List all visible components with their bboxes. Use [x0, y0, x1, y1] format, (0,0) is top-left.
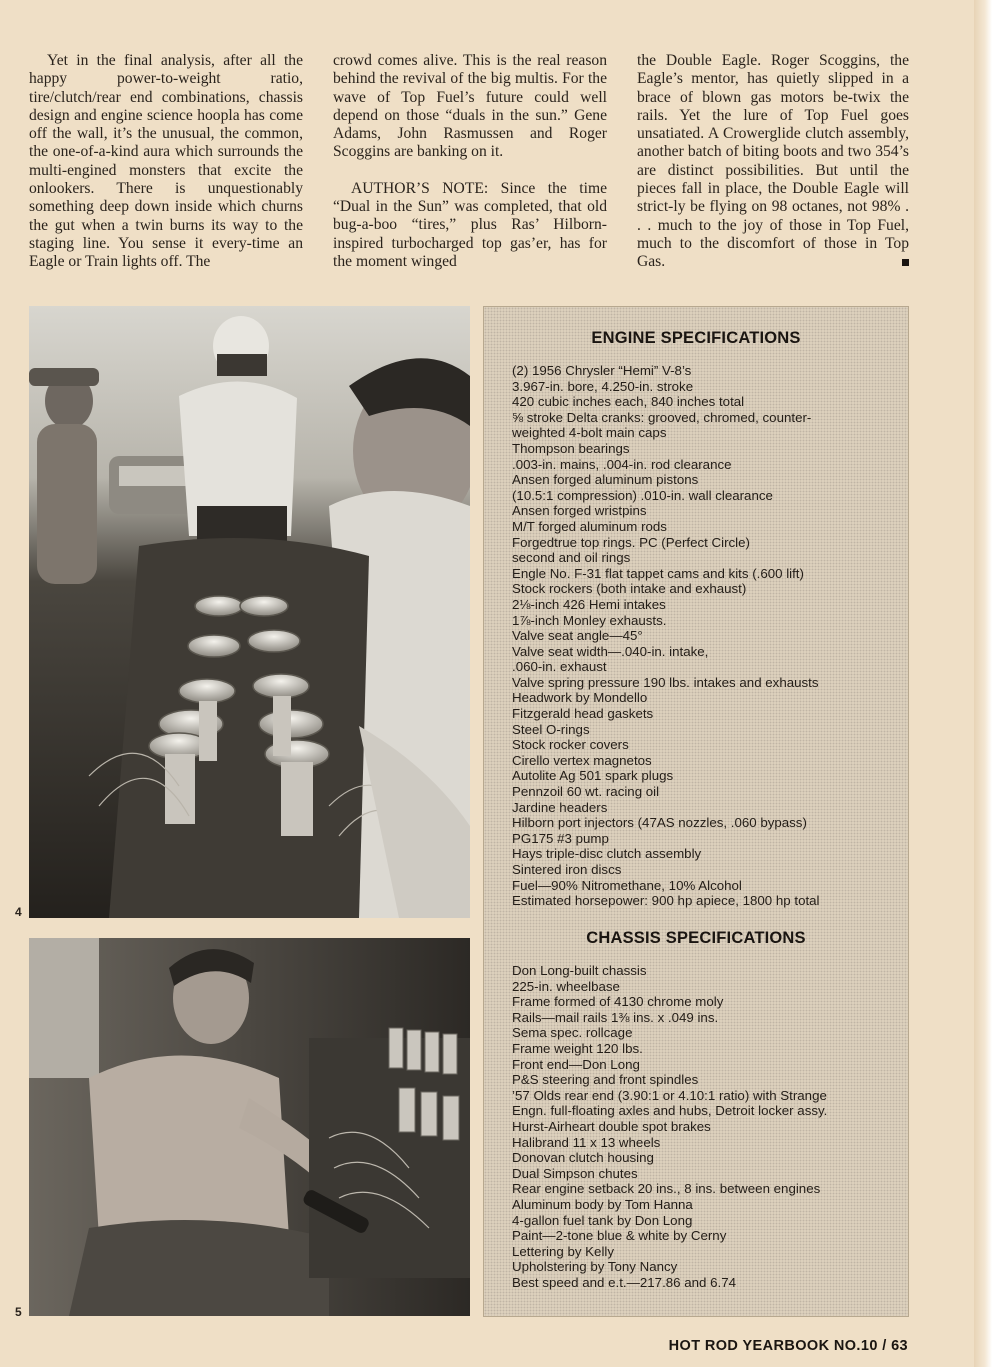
figure-number-4: 4 [15, 905, 22, 919]
engine-spec-item: Fitzgerald head gaskets [512, 706, 654, 722]
chassis-spec-item: 225-in. wheelbase [512, 978, 620, 994]
engine-spec-item: (10.5:1 compression) .010-in. wall clearance [512, 487, 773, 503]
engine-spec-item: (2) 1956 Chrysler “Hemi” V-8’s [512, 363, 692, 378]
engine-spec-item: .003-in. mains, .004-in. rod clearance [512, 456, 732, 472]
engine-spec-item: Engle No. F-31 flat tappet cams and kits (.600 lift) [512, 565, 804, 581]
chassis-spec-item: Frame formed of 4130 chrome moly [512, 994, 724, 1010]
article-paragraph: crowd comes alive. This is the real reason behind the revival of the big multis. For the wave of Top Fuel’s future could well depend on those “duals in the sun.” Gene Adams, John Rasmussen and Roger Scoggins are banking on it. [333, 52, 607, 161]
end-of-article-mark [902, 259, 909, 266]
chassis-spec-item: Rear engine setback 20 ins., 8 ins. between engines [512, 1181, 821, 1197]
engine-spec-item: Cirello vertex magnetos [512, 752, 652, 768]
chassis-spec-item: Lettering by Kelly [512, 1243, 614, 1259]
chassis-spec-item: Engn. full-floating axles and hubs, Detroit locker assy. [512, 1103, 828, 1119]
chassis-spec-item: Front end—Don Long [512, 1056, 640, 1072]
photo-crew-at-twin-engines [29, 306, 470, 918]
specifications-box [483, 306, 909, 1317]
engine-spec-item: 420 cubic inches each, 840 inches total [512, 394, 745, 410]
chassis-spec-item: P&S steering and front spindles [512, 1072, 699, 1088]
chassis-spec-item: ’57 Olds rear end (3.90:1 or 4.10:1 ratio) with Strange [512, 1087, 827, 1103]
engine-spec-item: Valve seat width—.040-in. intake, [512, 643, 709, 659]
article-paragraph-text: the Double Eagle. Roger Scoggins, the Eagle’s mentor, has quietly slipped in a brace of blown gas motors be-twix the rails. Yet the lure of Top Fuel goes unsatiated. A Crowerglide clutch assembly, another batch of biting boots and two 354’s are distinct possibilities. But until the pieces fall in place, the Double Eagle will strict-ly be flying on 98 octanes, not 98% . . . much to the joy of those in Top Fuel, much to the discomfort of those in Top Gas. [637, 52, 909, 271]
chassis-spec-item: Aluminum body by Tom Hanna [512, 1196, 693, 1212]
engine-spec-item: Hilborn port injectors (47AS nozzles, .060 bypass) [512, 815, 807, 831]
engine-spec-item: Stock rockers (both intake and exhaust) [512, 581, 747, 597]
engine-spec-item: M/T forged aluminum rods [512, 518, 667, 534]
page-footer: HOT ROD YEARBOOK NO.10 / 63 [668, 1338, 908, 1354]
chassis-spec-item: 4-gallon fuel tank by Don Long [512, 1212, 693, 1228]
engine-spec-item: Fuel—90% Nitromethane, 10% Alcohol [512, 877, 742, 893]
engine-spec-item: ⅝ stroke Delta cranks: grooved, chromed, counter- [512, 409, 812, 425]
authors-note-paragraph: AUTHOR’S NOTE: Since the time “Dual in the Sun” was completed, that old bug-a-boo “tires,” plus Ras’ Hilborn-inspired turbocharged top gas’er, has for the moment winged [333, 179, 607, 270]
article-paragraph: Yet in the final analysis, after all the happy power-to-weight ratio, tire/clutch/rear end combinations, chassis design and engine science hoopla has come off the wall, it’s the unusual, the common, the one-of-a-kind aura which surrounds the multi-engined monsters that excite the onlookers. There is unquestionably something deep down inside which churns the gut when a twin burns its way to the staging line. You sense it every-time an Eagle or Train lights off. The [29, 52, 303, 271]
article-paragraph [637, 52, 909, 272]
chassis-spec-item: Rails—mail rails 1⅜ ins. x .049 ins. [512, 1009, 719, 1025]
page-edge [974, 0, 992, 1367]
article-column-2 [333, 52, 607, 271]
engine-spec-item: Pennzoil 60 wt. racing oil [512, 784, 660, 800]
engine-spec-item: Forgedtrue top rings. PC (Perfect Circle) [512, 534, 750, 550]
engine-spec-item: Sintered iron discs [512, 862, 622, 877]
photo-mechanic-at-engines [29, 938, 470, 1316]
article-column-3 [637, 52, 909, 272]
engine-spec-item: Hays triple-disc clutch assembly [512, 846, 702, 862]
chassis-spec-item: Dual Simpson chutes [512, 1165, 638, 1181]
chassis-spec-item: Frame weight 120 lbs. [512, 1040, 643, 1056]
engine-spec-item: Valve spring pressure 190 lbs. intakes and exhausts [512, 674, 819, 690]
engine-spec-item: Valve seat angle—45° [512, 628, 643, 644]
chassis-spec-item: Paint—2-tone blue & white by Cerny [512, 1228, 727, 1244]
chassis-spec-item: Best speed and e.t.—217.86 and 6.74 [512, 1274, 737, 1290]
engine-spec-item: 2⅛-inch 426 Hemi intakes [512, 596, 666, 612]
engine-spec-item: Autolite Ag 501 spark plugs [512, 768, 674, 784]
engine-spec-item: Jardine headers [512, 799, 608, 815]
engine-spec-item: Thompson bearings [512, 440, 630, 456]
engine-spec-item: Estimated horsepower: 900 hp apiece, 1800 hp total [512, 893, 820, 909]
chassis-spec-item: Upholstering by Tony Nancy [512, 1259, 678, 1275]
figure-number-5: 5 [15, 1305, 22, 1319]
engine-spec-item: .060-in. exhaust [512, 659, 607, 675]
engine-specs-list [512, 363, 896, 909]
engine-spec-item: weighted 4-bolt main caps [512, 425, 667, 441]
engine-spec-item: Steel O-rings [512, 721, 590, 737]
engine-spec-item: Headwork by Mondello [512, 690, 648, 706]
chassis-specs-list [512, 963, 896, 1290]
chassis-spec-item: Donovan clutch housing [512, 1150, 654, 1166]
engine-spec-item: PG175 #3 pump [512, 830, 609, 846]
engine-specs-heading: ENGINE SPECIFICATIONS [591, 329, 801, 347]
chassis-specs-heading: CHASSIS SPECIFICATIONS [586, 929, 806, 947]
engine-spec-item: second and oil rings [512, 550, 631, 566]
chassis-spec-item: Hurst-Airheart double spot brakes [512, 1118, 711, 1134]
engine-spec-item: 3.967-in. bore, 4.250-in. stroke [512, 378, 694, 394]
chassis-spec-item: Halibrand 11 x 13 wheels [512, 1134, 661, 1150]
engine-spec-item: 1⅞-inch Monley exhausts. [512, 612, 667, 628]
engine-spec-item: Ansen forged wristpins [512, 503, 647, 519]
article-column-1 [29, 52, 303, 272]
chassis-spec-item: Sema spec. rollcage [512, 1025, 633, 1041]
chassis-spec-item: Don Long-built chassis [512, 963, 647, 978]
engine-spec-item: Ansen forged aluminum pistons [512, 472, 699, 488]
engine-spec-item: Stock rocker covers [512, 737, 629, 753]
